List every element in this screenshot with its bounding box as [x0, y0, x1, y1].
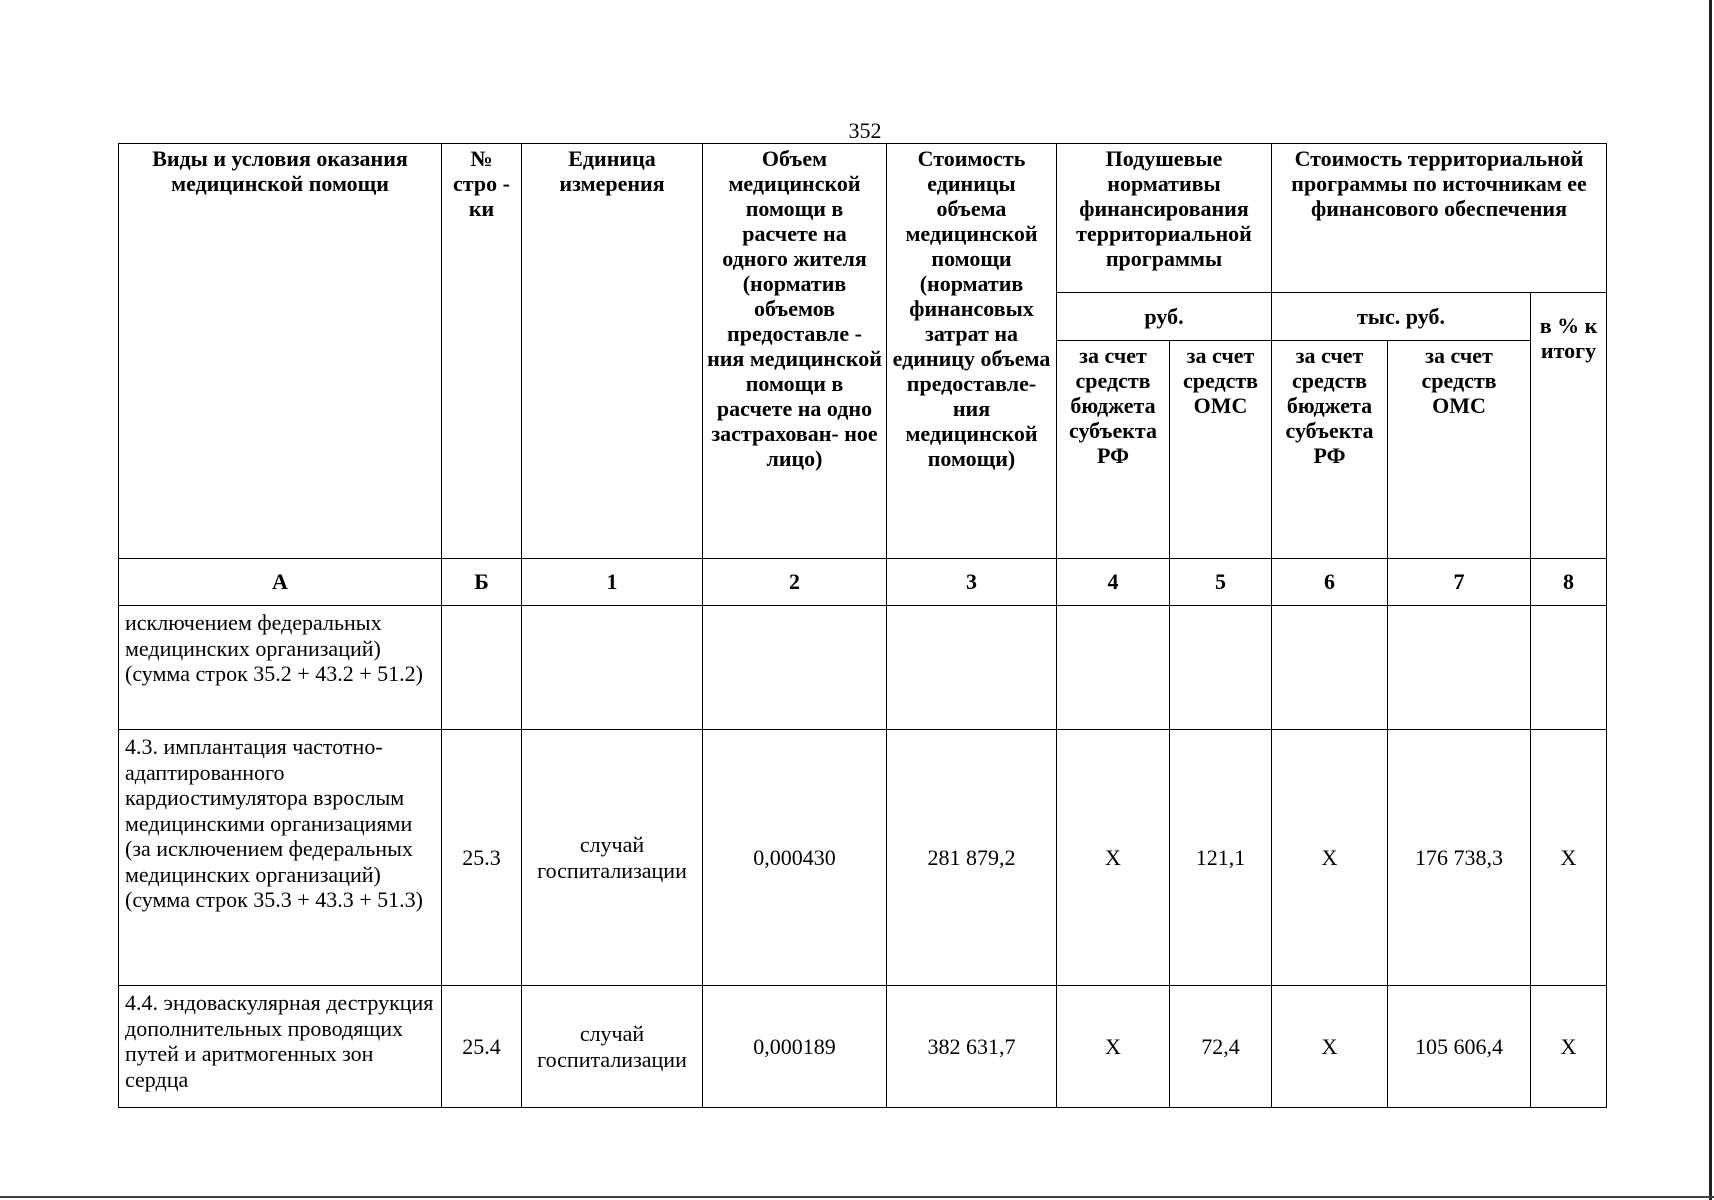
index-cell: 4: [1057, 559, 1170, 606]
row-unit: случай госпитализации: [522, 730, 703, 986]
row-cost-oms: [1388, 606, 1531, 730]
table-row: [119, 986, 1607, 1108]
page-number: 352: [848, 118, 882, 143]
row-percent: X: [1531, 986, 1607, 1108]
index-cell: 5: [1170, 559, 1272, 606]
row-unit-cost: [887, 606, 1057, 730]
row-name: 4.3. имплантация частотно-адаптированного кардиостимулятора взрослым медицинскими организациями (за исключением федеральных медицинских организаций) (сумма строк 35.3 + 43.3 + 51.3): [119, 730, 442, 986]
index-cell: 6: [1272, 559, 1388, 606]
header-col-3: Стоимость единицы объема медицинской помощи (норматив финансовых затрат на единицу объема предоставле- ния медицинской помощи): [887, 144, 1057, 559]
index-cell: Б: [442, 559, 522, 606]
header-col-6: за счет средств бюджета субъекта РФ: [1272, 341, 1388, 559]
header-unit-thousand-rub: тыс. руб.: [1272, 293, 1531, 341]
row-cost-oms: 176 738,3: [1388, 730, 1531, 986]
row-percent: [1531, 606, 1607, 730]
table-row: [119, 730, 1607, 986]
row-line: [442, 606, 522, 730]
financing-table: [118, 143, 1607, 1108]
index-cell: А: [119, 559, 442, 606]
header-col-7: за счет средств ОМС: [1388, 341, 1531, 559]
row-pc-budget: X: [1057, 730, 1170, 986]
row-line: 25.4: [442, 986, 522, 1108]
page-edge-right: [1709, 0, 1712, 1200]
header-unit-rub: руб.: [1057, 293, 1272, 341]
row-unit-cost: 281 879,2: [887, 730, 1057, 986]
row-volume: 0,000189: [703, 986, 887, 1108]
header-col-5: за счет средств ОМС: [1170, 341, 1272, 559]
row-cost-budget: X: [1272, 986, 1388, 1108]
table-row: [119, 606, 1607, 730]
header-col-b: № стро - ки: [442, 144, 522, 559]
row-pc-budget: [1057, 606, 1170, 730]
header-col-a: Виды и условия оказания медицинской помощи: [119, 144, 442, 559]
index-cell: 1: [522, 559, 703, 606]
header-col-1: Единица измерения: [522, 144, 703, 559]
row-line: 25.3: [442, 730, 522, 986]
row-pc-oms: [1170, 606, 1272, 730]
index-cell: 7: [1388, 559, 1531, 606]
page-edge-bottom: [0, 1196, 1714, 1198]
row-cost-budget: [1272, 606, 1388, 730]
row-pc-oms: 72,4: [1170, 986, 1272, 1108]
header-col-4: за счет средств бюджета субъекта РФ: [1057, 341, 1170, 559]
header-group-per-capita: Подушевые нормативы финансирования территориальной программы: [1057, 144, 1272, 293]
row-name: исключением федеральных медицинских организаций) (сумма строк 35.2 + 43.2 + 51.2): [119, 606, 442, 730]
index-cell: 2: [703, 559, 887, 606]
row-percent: X: [1531, 730, 1607, 986]
row-name: 4.4. эндоваскулярная деструкция дополнительных проводящих путей и аритмогенных зон сердца: [119, 986, 442, 1108]
row-volume: [703, 606, 887, 730]
row-unit: [522, 606, 703, 730]
index-cell: 3: [887, 559, 1057, 606]
header-col-8: в % к итогу: [1531, 293, 1607, 559]
header-row-1: [119, 144, 1607, 293]
row-volume: 0,000430: [703, 730, 887, 986]
row-unit-cost: 382 631,7: [887, 986, 1057, 1108]
header-group-cost: Стоимость территориальной программы по источникам ее финансового обеспечения: [1272, 144, 1607, 293]
row-unit: случай госпитализации: [522, 986, 703, 1108]
row-cost-oms: 105 606,4: [1388, 986, 1531, 1108]
header-col-2: Объем медицинской помощи в расчете на одного жителя (норматив объемов предоставле - ния медицинской помощи в расчете на одно застрахован- ное лицо): [703, 144, 887, 559]
row-cost-budget: X: [1272, 730, 1388, 986]
row-pc-budget: X: [1057, 986, 1170, 1108]
index-row: [119, 559, 1607, 606]
index-cell: 8: [1531, 559, 1607, 606]
row-pc-oms: 121,1: [1170, 730, 1272, 986]
